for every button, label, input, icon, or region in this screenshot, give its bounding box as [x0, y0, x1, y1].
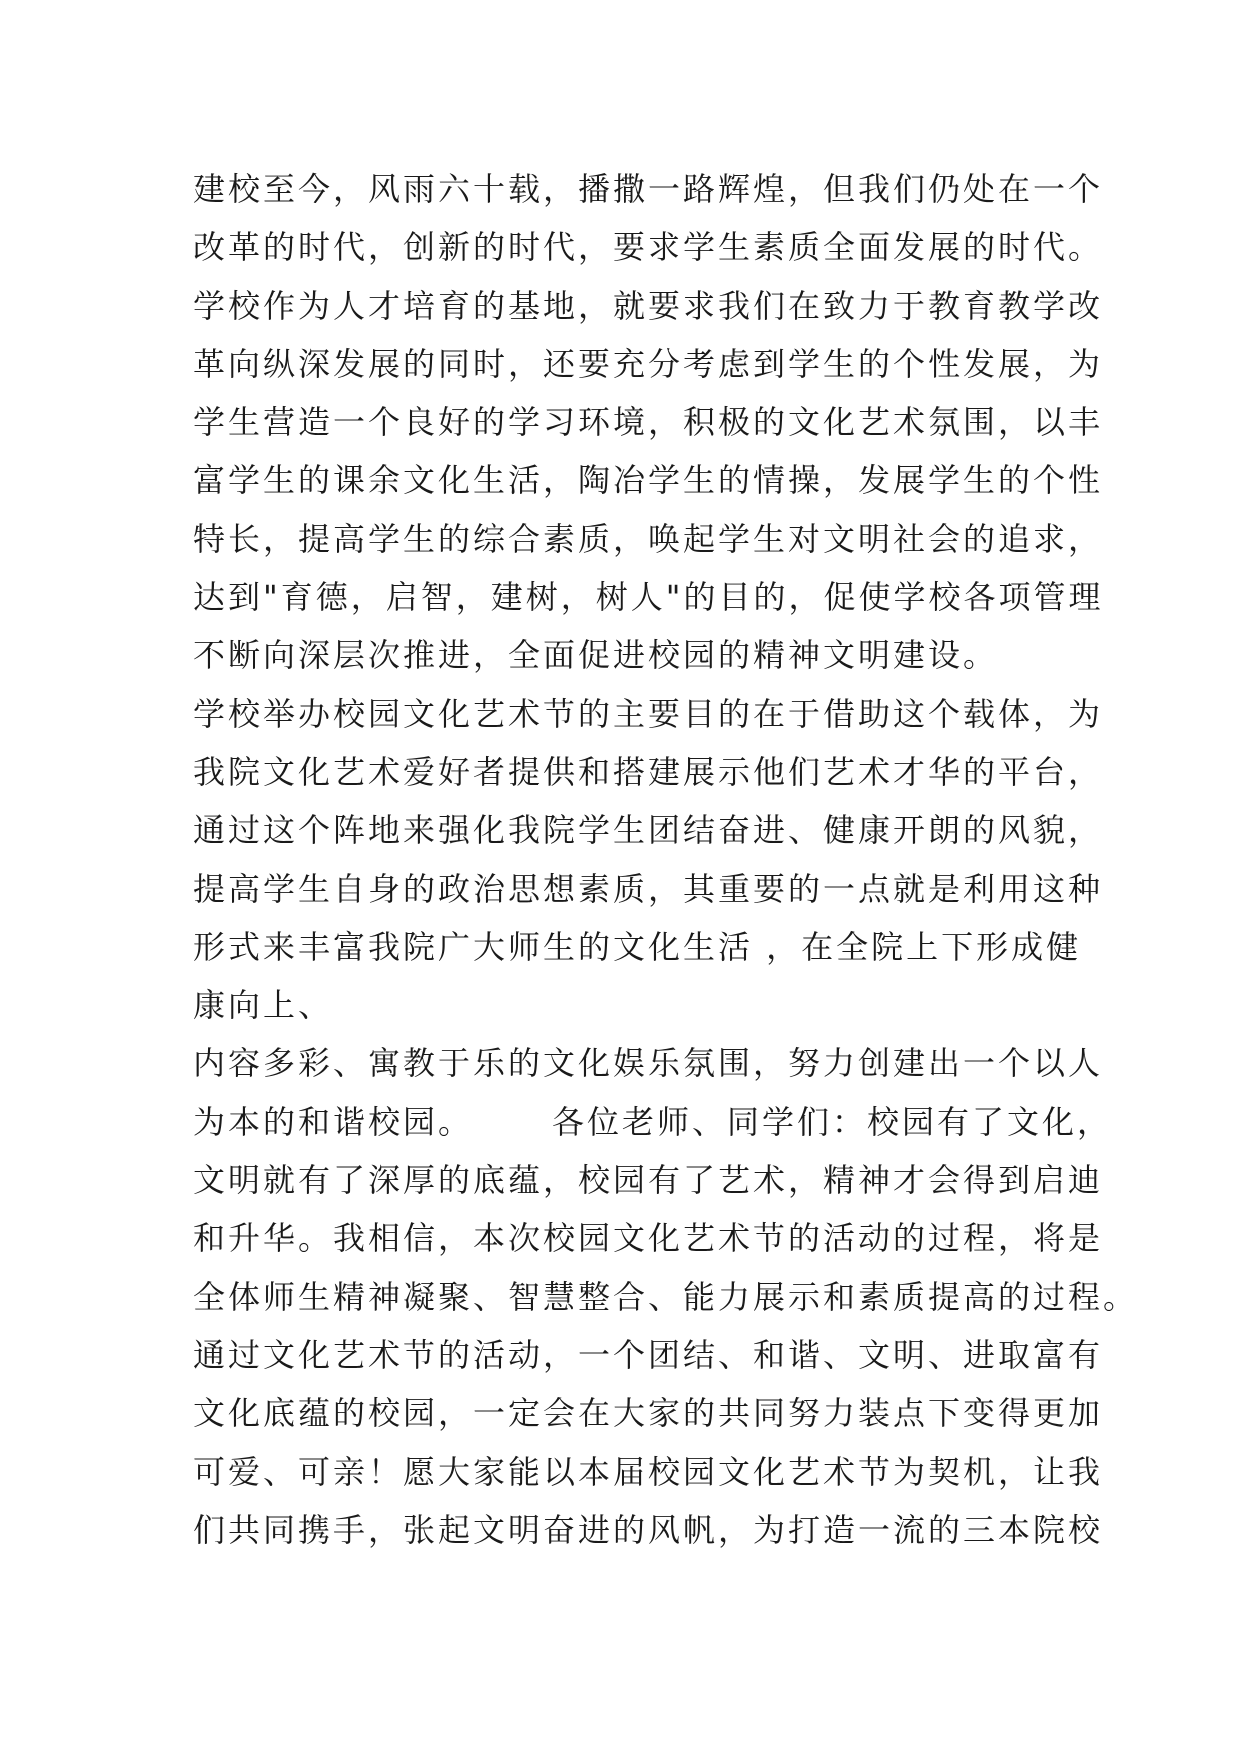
body-text: [193, 160, 1139, 1559]
text-line: 文化底蕴的校园，一定会在大家的共同努力装点下变得更加: [193, 1394, 1104, 1433]
text-line: 形式来丰富我院广大师生的文化生活 ，在全院上下形成健: [193, 927, 1082, 966]
text-line: 不断向深层次推进，全面促进校园的精神文明建设。: [193, 636, 999, 675]
text-line: 富学生的课余文化生活，陶冶学生的情操，发展学生的个性: [193, 461, 1104, 500]
text-line: 通过这个阵地来强化我院学生团结奋进、健康开朗的风貌，: [193, 811, 1104, 850]
text-line: 达到"育德，启智，建树，树人"的目的，促使学校各项管理: [193, 578, 1104, 617]
text-line: 和升华。我相信，本次校园文化艺术节的活动的过程，将是: [193, 1219, 1104, 1258]
text-line: 改革的时代，创新的时代，要求学生素质全面发展的时代。: [193, 228, 1104, 267]
text-line: 康向上、: [193, 986, 334, 1025]
text-line: 们共同携手，张起文明奋进的风帆，为打造一流的三本院校: [193, 1510, 1104, 1549]
text-line: 学校作为人才培育的基地，就要求我们在致力于教育教学改: [193, 286, 1104, 325]
text-line: 革向纵深发展的同时，还要充分考虑到学生的个性发展，为: [193, 344, 1104, 383]
text-line: 建校至今，风雨六十载，播撒一路辉煌，但我们仍处在一个: [193, 170, 1104, 208]
text-line: 我院文化艺术爱好者提供和搭建展示他们艺术才华的平台，: [193, 752, 1104, 791]
text-line: 可爱、可亲！愿大家能以本届校园文化艺术节为契机，让我: [193, 1452, 1104, 1491]
text-line: 提高学生自身的政治思想素质，其重要的一点就是利用这种: [193, 869, 1104, 908]
text-line: 全体师生精神凝聚、智慧整合、能力展示和素质提高的过程。: [193, 1277, 1139, 1316]
text-line: 内容多彩、寓教于乐的文化娱乐氛围，努力创建出一个以人: [193, 1044, 1104, 1083]
text-line: 学生营造一个良好的学习环境，积极的文化艺术氛围，以丰: [193, 403, 1104, 442]
text-line: 通过文化艺术节的活动，一个团结、和谐、文明、进取富有: [193, 1335, 1104, 1374]
text-line: 文明就有了深厚的底蕴，校园有了艺术，精神才会得到启迪: [193, 1161, 1104, 1200]
text-line: 为本的和谐校园。 各位老师、同学们：校园有了文化，: [193, 1102, 1113, 1141]
text-line: 学校举办校园文化艺术节的主要目的在于借助这个载体，为: [193, 694, 1104, 733]
text-line: 特长，提高学生的综合素质，唤起学生对文明社会的追求，: [193, 519, 1104, 558]
